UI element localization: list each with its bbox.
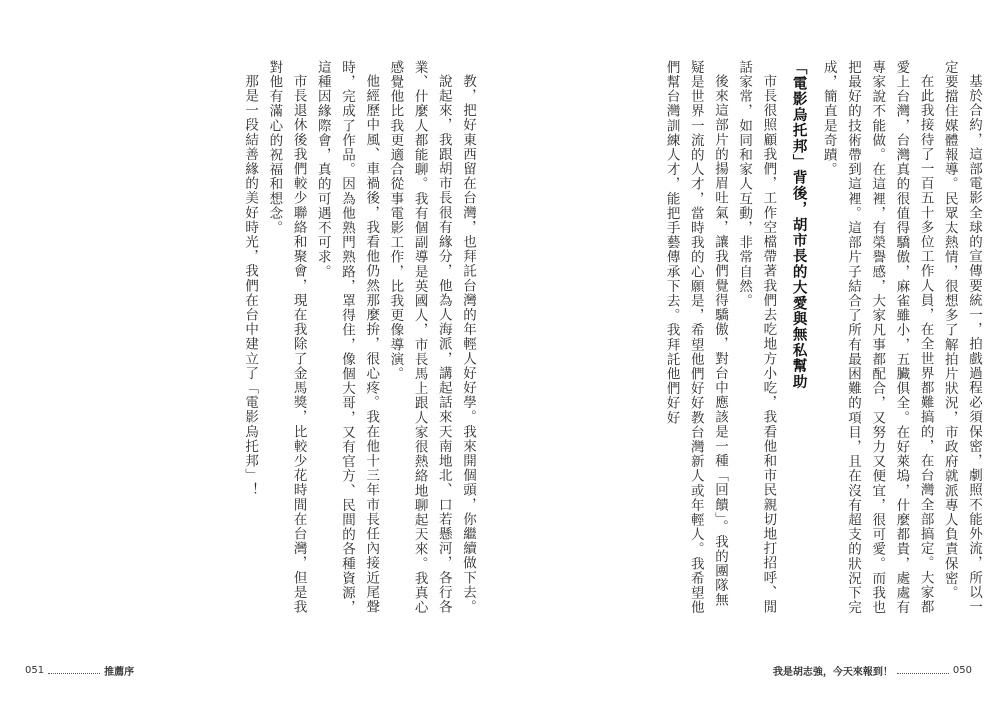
- paragraph: 說起來，我跟胡市長很有緣分，他為人海派，講起話來天南地北、口若懸河，各行各業、什麼人都能聊。我有個副導是英國人，市長馬上跟人家很熱絡地聊起天來。我真心感覺他比我更適合從事電影工作，比我更像導演。: [387, 60, 452, 615]
- book-title-label: 我是胡志強，今天來報到！: [772, 667, 893, 678]
- section-heading: 「電影烏托邦」背後，胡市長的大愛與無私幫助: [790, 60, 808, 390]
- footer-dotted-leader: [897, 672, 949, 674]
- paragraph: 教，把好東西留在台灣，也拜託台灣的年輕人好好學。我來開個頭，你繼續做下去。: [460, 73, 476, 614]
- paragraph: 在此我接待了一百五十多位工作人員，在全世界都難搞的，在台灣全部搞定。大家都愛上台灣，台灣真的很值得驕傲，麻雀雖小，五臟俱全。在好萊塢，什麼都貴，處處有專家說不能做。在這裡，有榮譽感，大家凡事都配合，又努力又便宜，很可愛。而我也把最好的技術帶到這裡。這部片子結合了所有最困難的項目，且在沒有超支的狀況下完成，簡直是奇蹟。: [820, 60, 934, 615]
- page-number: 050: [952, 665, 972, 676]
- right-page: [500, 0, 1000, 706]
- right-page-footer: [773, 663, 972, 678]
- left-page-body-text: [50, 60, 480, 620]
- footer-dotted-leader: [48, 672, 100, 674]
- paragraph: 他經歷中風、車禍後，我看他仍然那麼拚，很心疼。我在他十三年市長任內接近尾聲時，完成了作品。因為他熟門熟路，罩得住，像個大哥，又有官方、民間的各種資源，這種因緣際會，真的可遇不可求。: [314, 60, 380, 615]
- right-page-body-text: [556, 60, 986, 620]
- paragraph: 那是一段結善緣的美好時光，我們在台中建立了「電影烏托邦」！: [242, 73, 259, 497]
- paragraph: 市長退休後我們較少聯絡和聚會，現在我除了金馬獎，比較少花時間在台灣，但是我對他有滿心的祝福和想念。: [266, 60, 307, 614]
- paragraph: 基於合約，這部電影全球的宣傳要統一，拍戲過程必須保密，劇照不能外流，所以一定要擋住媒體報導。民眾太熱情，很想多了解拍片狀況，市政府就派專人負責保密。: [941, 60, 982, 614]
- left-page-footer: [25, 663, 134, 678]
- page-number: 051: [25, 665, 45, 676]
- section-label: 推薦序: [104, 667, 135, 678]
- paragraph: 後來這部片的揚眉吐氣，讓我們覺得驕傲，對台中應該是一種「回饋」。我的團隊無疑是世界一流的人才，當時我的心願是，希望他們好好教台灣新人或年輕人。我希望他們幫台灣訓練人才，能把手藝傳承下去。我拜託他們好好: [663, 60, 728, 615]
- paragraph: 市長很照顧我們，工作空檔帶著我們去吃地方小吃，我看他和市民親切地打招呼、閒話家常，如同和家人互動，非常自然。: [736, 60, 777, 614]
